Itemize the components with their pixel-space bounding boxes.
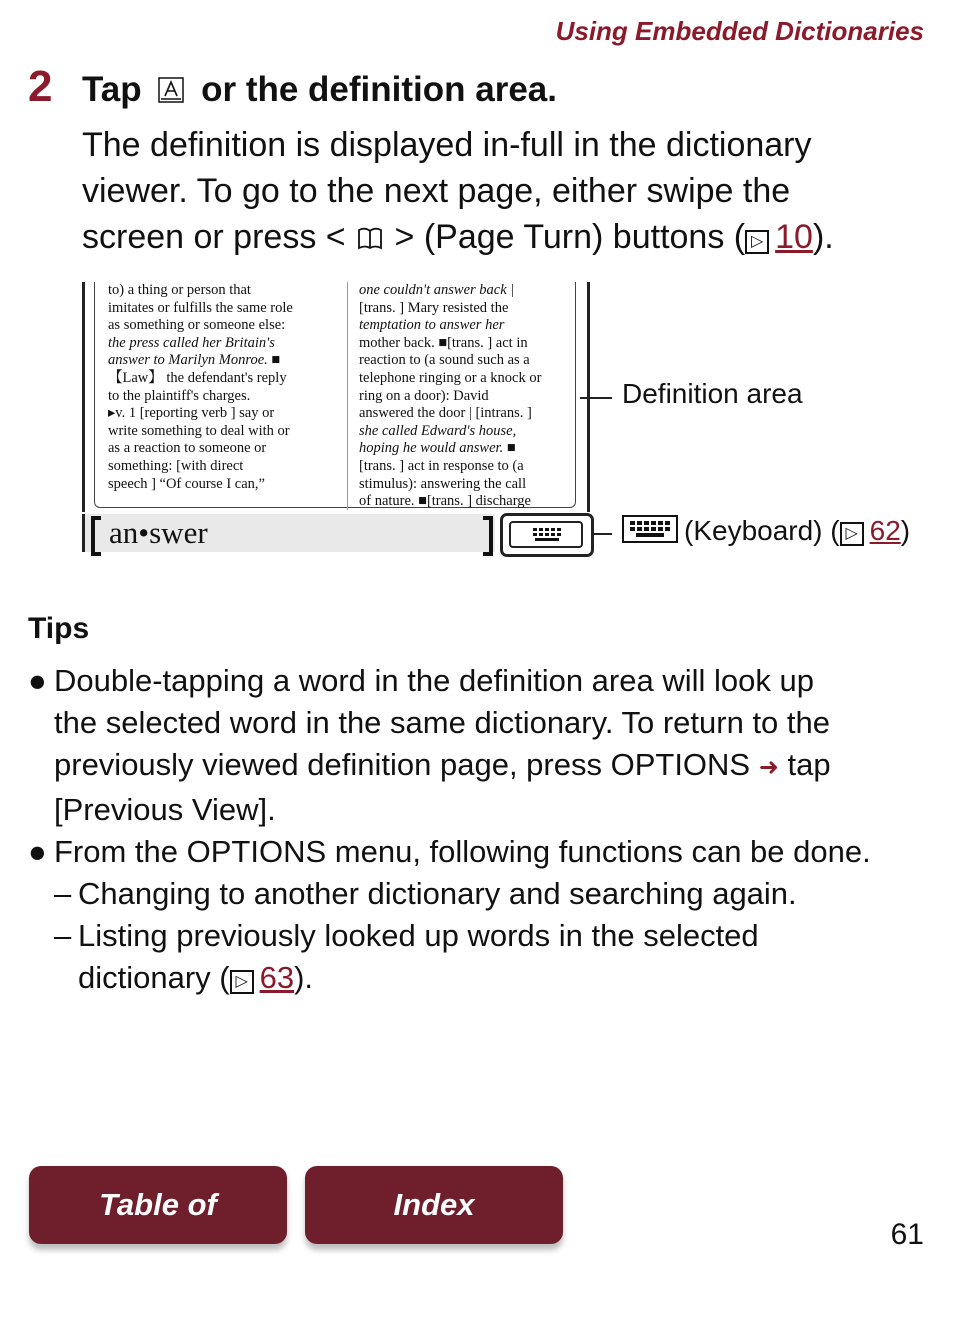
definition-line: to the plaintiff's charges. <box>108 387 251 404</box>
definition-callout-line <box>580 397 612 399</box>
description-line: The definition is displayed in-full in the dictionary <box>82 126 812 164</box>
definition-line: she called Edward's house, <box>359 422 517 439</box>
definition-line: one couldn't answer back | <box>359 282 515 298</box>
definition-area-label: Definition area <box>622 378 803 409</box>
step-title-pre: Tap <box>82 70 142 109</box>
tip-item <box>28 660 928 831</box>
description-line: viewer. To go to the next page, either swipe the <box>82 172 791 210</box>
definition-line: [trans. ] Mary resisted the <box>359 299 509 316</box>
bullet-icon: ● <box>28 663 47 698</box>
section-header: Using Embedded Dictionaries <box>555 16 924 46</box>
definition-line: something: [with direct <box>108 457 244 474</box>
sub-line: Listing previously looked up words in the selected <box>78 918 759 953</box>
bracket-right <box>483 516 493 556</box>
keyboard-label-close: ) <box>900 515 911 546</box>
step-number: 2 <box>28 62 53 111</box>
search-word-field[interactable] <box>82 514 495 552</box>
step-title-post: or the definition area. <box>201 70 557 109</box>
definition-line: answer to Marilyn Monroe. ■ <box>108 352 281 369</box>
sub-text: dictionary ( <box>78 960 230 995</box>
bracket-left <box>91 516 101 556</box>
search-word: an•swer <box>109 515 208 550</box>
table-of-contents-button[interactable]: Table of Contents <box>29 1166 287 1244</box>
dictionary-icon <box>157 73 185 101</box>
step-title <box>82 70 557 110</box>
keyboard-icon <box>622 515 678 543</box>
definition-line: imitates or fulfills the same role <box>108 299 293 316</box>
definition-line: [trans. ] act in response to (a <box>359 457 524 474</box>
definition-line: answered the door | [intrans. ] <box>359 405 532 422</box>
tips-list <box>28 660 928 999</box>
description-text: > (Page Turn) buttons ( <box>394 218 746 256</box>
definition-line: to) a thing or person that <box>108 282 251 298</box>
page-link-62[interactable]: 62 <box>869 515 901 546</box>
arrow-right-icon: ➜ <box>758 754 779 781</box>
page-number: 61 <box>890 1218 924 1251</box>
definition-line: temptation to answer her <box>359 317 505 334</box>
sub-line <box>78 957 928 999</box>
reference-arrow-icon: ▷ <box>230 970 254 994</box>
definition-line: of nature. ■[trans. ] discharge <box>359 493 531 510</box>
definition-line: the press called her Britain's <box>108 334 275 351</box>
keyboard-icon <box>509 521 583 548</box>
definition-line: ring on a door): David <box>359 387 489 404</box>
description-line <box>82 214 932 260</box>
definition-line: telephone ringing or a knock or <box>359 369 542 386</box>
keyboard-label <box>622 515 910 547</box>
dash-marker: – <box>54 918 72 953</box>
keyboard-button[interactable] <box>500 513 594 557</box>
reference-arrow-icon: ▷ <box>840 522 864 546</box>
sub-item <box>28 915 928 999</box>
sub-line: Changing to another dictionary and searching again. <box>78 876 797 911</box>
keyboard-callout-line <box>592 533 612 535</box>
sub-item <box>28 873 928 915</box>
definition-line: write something to deal with or <box>108 422 290 439</box>
tip-line: Double-tapping a word in the definition area will look up <box>54 663 814 698</box>
tips-title: Tips <box>28 612 90 645</box>
definition-line: as something or someone else: <box>108 317 286 334</box>
description-text: screen or press < <box>82 218 346 256</box>
description-text: ). <box>812 218 834 256</box>
definition-line: as a reaction to someone or <box>108 440 267 457</box>
tip-item <box>28 831 928 873</box>
keyboard-label-text: (Keyboard) ( <box>684 515 840 546</box>
sub-text: ). <box>294 960 314 995</box>
definition-line: reaction to (a sound such as a <box>359 352 530 369</box>
definition-column-right <box>359 282 584 511</box>
tip-line: From the OPTIONS menu, following functions can be done. <box>54 834 871 869</box>
definition-column-left <box>108 282 338 493</box>
step-description <box>82 122 932 260</box>
tip-text: tap <box>787 747 831 782</box>
definition-line: ▸v. 1 [reporting verb ] say or <box>108 405 275 422</box>
bullet-icon: ● <box>28 834 47 869</box>
reference-arrow-icon: ▷ <box>745 230 769 254</box>
column-divider <box>347 282 348 510</box>
page-link-10[interactable]: 10 <box>775 218 813 256</box>
dash-marker: – <box>54 876 72 911</box>
tip-text: previously viewed definition page, press OPTIONS <box>54 747 751 782</box>
definition-line: hoping he would answer. ■ <box>359 440 516 457</box>
definition-line: 【Law】 the defendant's reply <box>108 369 287 386</box>
page-link-63[interactable]: 63 <box>259 960 295 995</box>
tip-line: the selected word in the same dictionary. To return to the <box>54 705 830 740</box>
tip-line <box>54 744 928 789</box>
definition-line: mother back. ■[trans. ] act in <box>359 334 528 351</box>
tip-line: [Previous View]. <box>54 792 276 827</box>
definition-line: speech ] “Of course I can,” <box>108 475 265 492</box>
index-button[interactable]: Index <box>305 1166 563 1244</box>
page-turn-icon <box>355 218 394 256</box>
dictionary-screenshot <box>82 282 592 554</box>
definition-line: stimulus): answering the call <box>359 475 527 492</box>
